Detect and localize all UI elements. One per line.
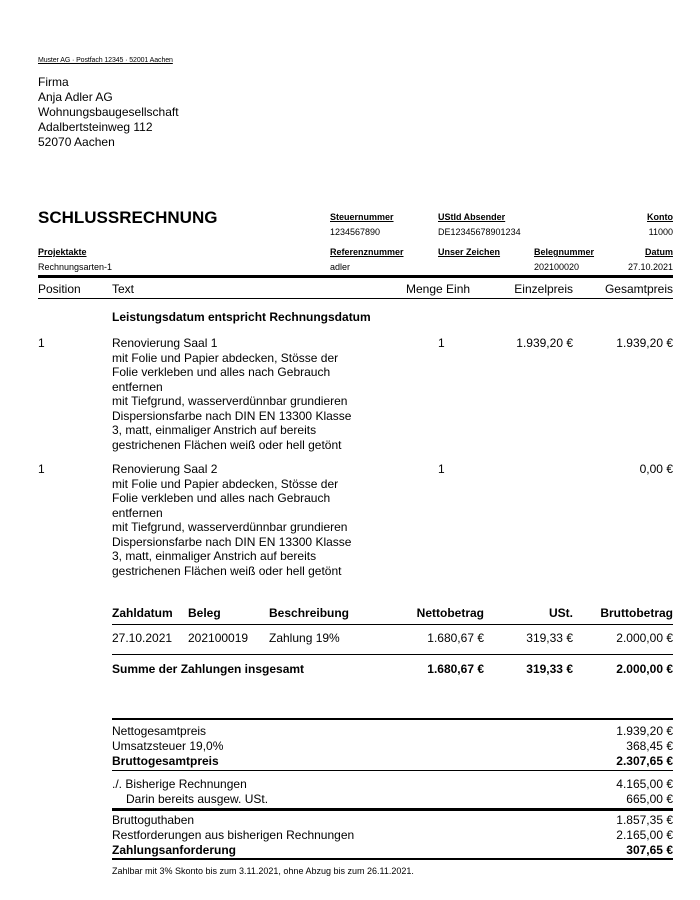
item-description bbox=[112, 462, 351, 578]
referenznummer-value: adler bbox=[330, 262, 351, 272]
bisherige-rechnungen-value: 4.165,00 € bbox=[616, 777, 673, 791]
payment-beleg: 202100019 bbox=[188, 631, 249, 645]
zahlungsanforderung-value: 307,65 € bbox=[626, 843, 673, 857]
payment-brutto: 2.000,00 € bbox=[616, 631, 673, 645]
item-line: Dispersionsfarbe nach DIN EN 13300 Klasse bbox=[112, 534, 352, 549]
ustid-label: UStId Absender bbox=[438, 212, 506, 222]
recipient-line: Adalbertsteinweg 112 bbox=[38, 120, 153, 134]
payments-sum-netto: 1.680,67 € bbox=[427, 662, 484, 676]
column-header-text: Text bbox=[112, 282, 135, 296]
bruttoguthaben-label: Bruttoguthaben bbox=[112, 813, 195, 827]
recipient-line: 52070 Aachen bbox=[38, 135, 115, 149]
projektakte-label: Projektakte bbox=[38, 247, 87, 257]
item-line: mit Tiefgrund, wasserverdünnbar grundieren bbox=[112, 520, 348, 534]
sender-line: Muster AG · Postfach 12345 · 52001 Aachen bbox=[38, 57, 173, 64]
totals-mid-rule bbox=[112, 770, 673, 771]
belegnummer-value: 202100020 bbox=[534, 262, 580, 272]
item-line: Folie verkleben und alles nach Gebrauch bbox=[112, 365, 331, 379]
payments-header-brutto: Bruttobetrag bbox=[600, 606, 673, 620]
ustid-value: DE12345678901234 bbox=[438, 227, 521, 237]
item-gesamtpreis: 0,00 € bbox=[639, 462, 673, 476]
datum-label: Datum bbox=[644, 247, 673, 257]
item-position: 1 bbox=[38, 336, 45, 350]
item-einzelpreis: 1.939,20 € bbox=[516, 336, 573, 350]
restforderungen-value: 2.165,00 € bbox=[616, 828, 673, 842]
document-title: SCHLUSSRECHNUNG bbox=[38, 208, 218, 227]
payment-netto: 1.680,67 € bbox=[427, 631, 484, 645]
totals-top-rule bbox=[112, 718, 673, 720]
konto-label: Konto bbox=[647, 212, 673, 222]
payment-terms-footnote: Zahlbar mit 3% Skonto bis zum 3.11.2021, ohne Abzug bis zum 26.11.2021. bbox=[112, 866, 414, 876]
restforderungen-label: Restforderungen aus bisherigen Rechnungen bbox=[112, 828, 355, 842]
recipient-line: Firma bbox=[38, 75, 69, 89]
column-header-rule bbox=[38, 298, 673, 299]
belegnummer-label: Belegnummer bbox=[534, 247, 595, 257]
brutto-total-value: 2.307,65 € bbox=[616, 754, 673, 768]
bruttoguthaben-value: 1.857,35 € bbox=[616, 813, 673, 827]
darin-ust-value: 665,00 € bbox=[626, 792, 673, 806]
item-line: entfernen bbox=[112, 379, 163, 394]
item-line: Folie verkleben und alles nach Gebrauch bbox=[112, 491, 331, 505]
referenznummer-label: Referenznummer bbox=[330, 247, 404, 257]
item-line: gestrichenen Flächen weiß oder hell getönt bbox=[112, 437, 342, 452]
recipient-line: Anja Adler AG bbox=[38, 90, 113, 104]
zahlungsanforderung-label: Zahlungsanforderung bbox=[112, 843, 236, 857]
item-line: gestrichenen Flächen weiß oder hell getönt bbox=[112, 563, 342, 578]
item-line: Renovierung Saal 1 bbox=[112, 336, 218, 350]
totals-bottom-rule bbox=[112, 858, 673, 860]
payments-sum-brutto: 2.000,00 € bbox=[616, 662, 673, 676]
payment-ust: 319,33 € bbox=[526, 631, 573, 645]
netto-total-label: Nettogesamtpreis bbox=[112, 724, 207, 738]
column-header-gesamtpreis: Gesamtpreis bbox=[604, 282, 673, 296]
totals-thick-rule bbox=[112, 808, 673, 811]
item-line: 3, matt, einmaliger Anstrich auf bereits bbox=[112, 423, 317, 437]
brutto-total-label: Bruttogesamtpreis bbox=[112, 754, 219, 768]
payments-header-netto: Nettobetrag bbox=[416, 606, 484, 620]
payments-header-rule bbox=[112, 624, 673, 625]
steuernummer-value: 1234567890 bbox=[330, 227, 381, 237]
column-header-einzelpreis: Einzelpreis bbox=[514, 282, 573, 296]
recipient-address bbox=[38, 75, 179, 150]
payments-header-beschreibung: Beschreibung bbox=[269, 606, 350, 620]
column-header-position: Position bbox=[38, 282, 81, 296]
projektakte-value: Rechnungsarten-1 bbox=[38, 262, 113, 272]
item-gesamtpreis: 1.939,20 € bbox=[616, 336, 673, 350]
netto-total-value: 1.939,20 € bbox=[616, 724, 673, 738]
column-header-menge: Menge Einh bbox=[406, 282, 471, 296]
item-line: 3, matt, einmaliger Anstrich auf bereits bbox=[112, 549, 317, 563]
darin-ust-label: Darin bereits ausgew. USt. bbox=[126, 792, 269, 806]
payments-sum-label: Summe der Zahlungen insgesamt bbox=[112, 662, 305, 676]
ust-total-value: 368,45 € bbox=[626, 739, 673, 753]
unser-zeichen-label: Unser Zeichen bbox=[438, 247, 501, 257]
payments-header-zahldatum: Zahldatum bbox=[112, 606, 173, 620]
konto-value: 11000 bbox=[648, 227, 673, 237]
item-line: mit Folie und Papier abdecken, Stösse der bbox=[112, 476, 339, 491]
payments-header-ust: USt. bbox=[549, 606, 573, 620]
item-line: entfernen bbox=[112, 505, 163, 520]
item-line: Dispersionsfarbe nach DIN EN 13300 Klasse bbox=[112, 408, 352, 423]
datum-value: 27.10.2021 bbox=[627, 262, 673, 272]
ust-total-label: Umsatzsteuer 19,0% bbox=[112, 739, 224, 753]
payments-sum-ust: 319,33 € bbox=[526, 662, 573, 676]
bisherige-rechnungen-label: ./. Bisherige Rechnungen bbox=[112, 777, 247, 791]
steuernummer-label: Steuernummer bbox=[330, 212, 394, 222]
item-line: mit Folie und Papier abdecken, Stösse der bbox=[112, 350, 339, 365]
payments-header-beleg: Beleg bbox=[188, 606, 221, 620]
header-rule bbox=[38, 275, 673, 278]
section-heading: Leistungsdatum entspricht Rechnungsdatum bbox=[112, 310, 371, 324]
payments-sum-rule bbox=[112, 654, 673, 655]
item-position: 1 bbox=[38, 462, 45, 476]
item-menge: 1 bbox=[438, 336, 445, 350]
payment-beschreibung: Zahlung 19% bbox=[269, 631, 340, 645]
item-line: Renovierung Saal 2 bbox=[112, 462, 218, 476]
recipient-line: Wohnungsbaugesellschaft bbox=[38, 105, 179, 119]
payment-zahldatum: 27.10.2021 bbox=[112, 631, 173, 645]
item-description bbox=[112, 336, 351, 452]
item-line: mit Tiefgrund, wasserverdünnbar grundieren bbox=[112, 394, 348, 408]
item-menge: 1 bbox=[438, 462, 445, 476]
